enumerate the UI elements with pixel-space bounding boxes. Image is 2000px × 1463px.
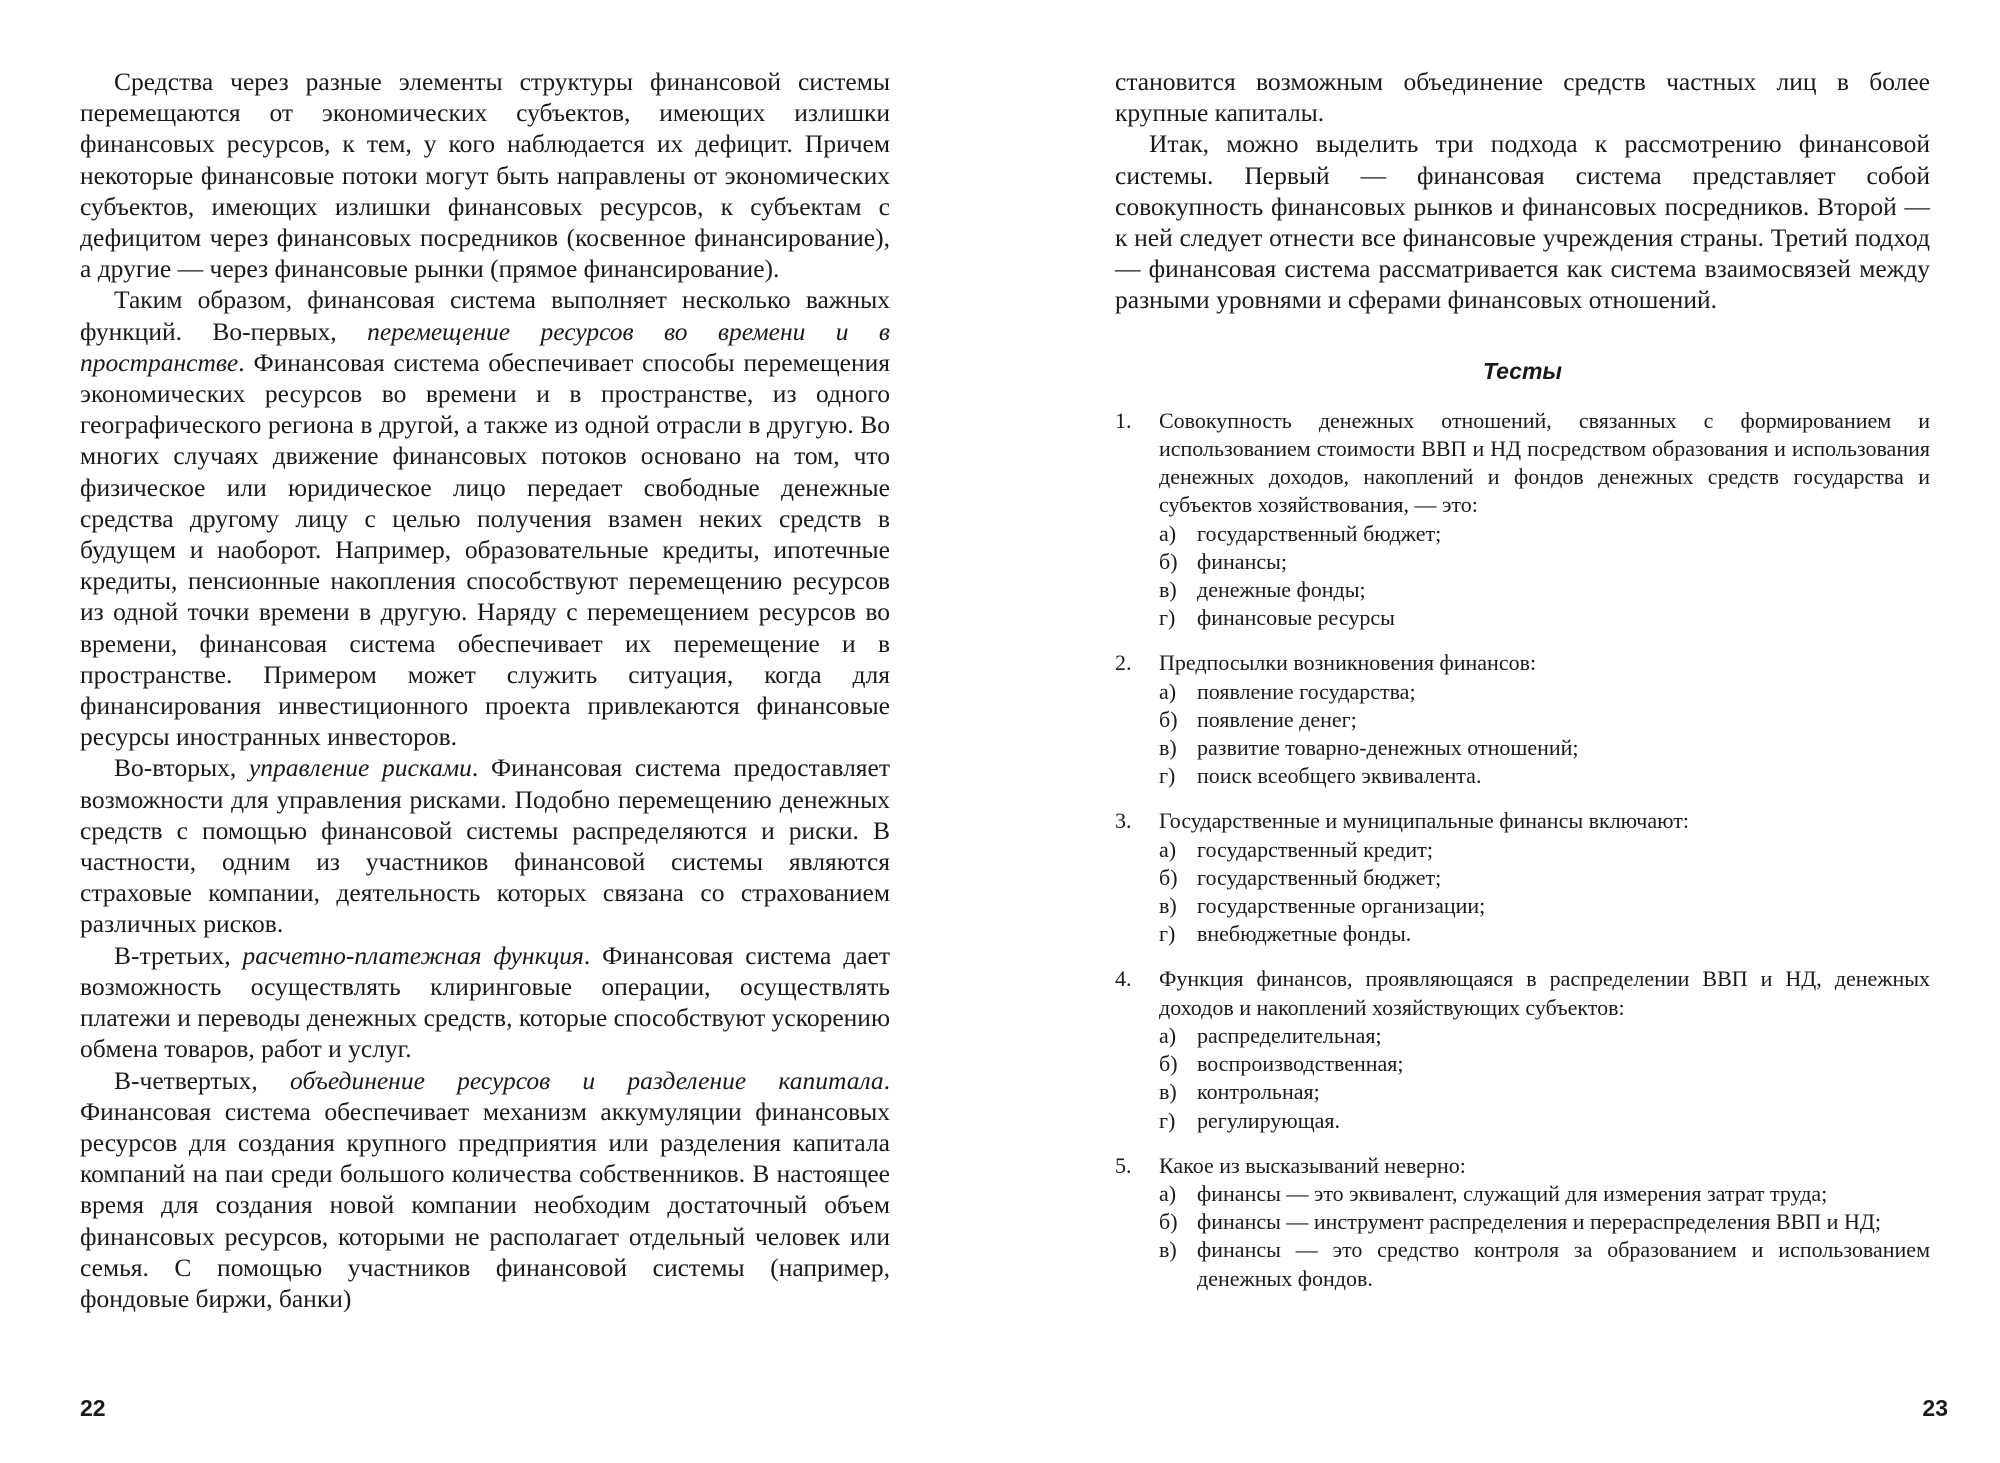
option-text: поиск всеобщего эквивалента. [1197, 763, 1482, 789]
answer-option [1159, 836, 1930, 864]
page-number-left: 22 [80, 1395, 106, 1421]
answer-option [1159, 604, 1930, 632]
question-number: 4. [1115, 966, 1132, 992]
option-text: денежные фонды; [1197, 577, 1366, 603]
text-run: Таким образом, финансовая система выполняет несколько важных функций. Во-первых, [80, 285, 890, 346]
option-letter: а) [1159, 1022, 1177, 1048]
paragraph [80, 284, 890, 752]
right-page [1000, 0, 2000, 1463]
option-text: регулирующая. [1197, 1107, 1341, 1133]
italic-term: управление рисками [248, 753, 472, 783]
italic-term: перемещение ресурсов во времени и в пространстве [80, 316, 890, 377]
option-letter: а) [1159, 836, 1177, 862]
continued-paragraph: становится возможным объединение средств частных лиц в более крупные капиталы. [1115, 67, 1930, 128]
option-letter: г) [1159, 921, 1176, 947]
option-letter: б) [1159, 1209, 1178, 1235]
question-body [1159, 649, 1930, 790]
answer-option [1159, 920, 1930, 948]
option-letter: б) [1159, 706, 1178, 732]
answer-option [1159, 520, 1930, 548]
test-question [1115, 965, 1930, 1134]
question-body [1159, 407, 1930, 633]
paragraph [80, 66, 890, 284]
text-run: . Финансовая система обеспечивает способы перемещения экономических ресурсов во времени и в пространстве, из одного географического региона в другой, а также из одной отрасли в другую. Во многих случаях движение финансовых потоков основано на том, что физическое или юридическое лицо передает свободные денежные средства другому лицу с целью получения взамен неких средств в будущем и наоборот. Например, образовательные кредиты, ипотечные кредиты, пенсионные накопления способствуют перемещению ресурсов из одной точки времени в другую. Наряду с перемещением ресурсов во времени, финансовая система обеспечивает их перемещение и в пространстве. Примером может служить ситуация, когда для финансирования инвестиционного проекта привлекаются финансовые ресурсы иностранных инвесторов. [80, 347, 890, 752]
option-letter: б) [1159, 864, 1178, 890]
option-text: государственные организации; [1197, 893, 1486, 919]
text-run: . Финансовая система обеспечивает механизм аккумуляции финансовых ресурсов для создания крупного предприятия или разделения капитала компаний на паи среди большого количества собственников. В настоящее время для создания новой компании необходим достаточный объем финансовых ресурсов, которыми не располагает отдельный человек или семья. С помощью участников финансовой системы (например, фондовые биржи, банки) [80, 1065, 890, 1313]
text-run: В-третьих, [114, 940, 243, 970]
tests-list [1115, 407, 1930, 1293]
answer-option [1159, 706, 1930, 734]
option-text: воспроизводственная; [1197, 1051, 1404, 1077]
option-letter: в) [1159, 577, 1177, 603]
text-run: В-четвертых, [114, 1065, 291, 1095]
text-run: . Финансовая система предоставляет возможности для управления рисками. Подобно перемещению денежных средств с помощью финансовой системы распределяются и риски. В частности, одним из участников финансовой системы являются страховые компании, деятельность которых связана со страхованием различных рисков. [80, 753, 890, 939]
option-text: финансы — инструмент распределения и перераспределения ВВП и НД; [1197, 1209, 1881, 1235]
paragraph-approaches: Итак, можно выделить три подхода к рассмотрению финансовой системы. Первый — финансовая система представляет собой совокупность финансовых рынков и финансовых посредников. Второй — к ней следует отнести все финансовые учреждения страны. Третий подход — финансовая система рассматривается как система взаимосвязей между разными уровнями и сферами финансовых отношений. [1115, 129, 1930, 315]
italic-term: расчетно-платежная функция [242, 940, 584, 970]
test-question [1115, 407, 1930, 633]
paragraph [80, 752, 890, 939]
section-title-tests: Тесты [1482, 357, 1563, 384]
answer-option [1159, 1107, 1930, 1135]
question-text: Государственные и муниципальные финансы включают: [1159, 808, 1689, 834]
option-text: финансы — это средство контроля за образованием и использованием денежных фондов. [1197, 1237, 1930, 1291]
answer-option [1159, 762, 1930, 790]
option-letter: в) [1159, 1237, 1177, 1263]
question-text: Предпосылки возникновения финансов: [1159, 650, 1537, 676]
option-letter: в) [1159, 735, 1177, 761]
text-run: Средства через разные элементы структуры финансовой системы перемещаются от экономических субъектов, имеющих излишки финансовых ресурсов, к тем, у кого наблюдается их дефицит. Причем некоторые финансовые потоки могут быть направлены от экономических субъектов, имеющих излишки финансовых ресурсов, к субъектам с дефицитом через финансовых посредников (косвенное финансирование), а другие — через финансовые рынки (прямое финансирование). [80, 67, 890, 284]
option-text: финансы — это эквивалент, служащий для измерения затрат труда; [1197, 1180, 1828, 1206]
question-number: 1. [1115, 407, 1132, 433]
answer-option [1159, 734, 1930, 762]
option-letter: б) [1159, 548, 1178, 574]
test-question [1115, 1152, 1930, 1293]
option-text: развитие товарно-денежных отношений; [1197, 735, 1579, 761]
question-number: 2. [1115, 650, 1132, 676]
option-letter: а) [1159, 678, 1177, 704]
option-text: внебюджетные фонды. [1197, 921, 1412, 947]
option-text: появление денег; [1197, 706, 1357, 732]
option-letter: г) [1159, 605, 1176, 631]
italic-term: объединение ресурсов и разделение капитала [290, 1065, 884, 1095]
answer-option [1159, 1208, 1930, 1236]
question-text: Функция финансов, проявляющаяся в распределении ВВП и НД, денежных доходов и накоплений хозяйствующих субъектов: [1159, 966, 1930, 1020]
option-text: финансовые ресурсы [1197, 605, 1395, 631]
question-text: Совокупность денежных отношений, связанных с формированием и использованием стоимости ВВП и НД посредством образования и использования денежных доходов, накоплений и фондов денежных средств государства и субъектов хозяйствования, — это: [1159, 407, 1930, 518]
option-letter: а) [1159, 520, 1177, 546]
page-number-right: 23 [1922, 1395, 1948, 1421]
question-body [1159, 965, 1930, 1134]
answer-option [1159, 678, 1930, 706]
text-run: Во-вторых, [114, 753, 249, 783]
answer-option [1159, 548, 1930, 576]
option-letter: в) [1159, 1079, 1177, 1105]
answer-option [1159, 1078, 1930, 1106]
option-text: государственный кредит; [1197, 836, 1433, 862]
left-page-body [80, 66, 890, 1314]
paragraph [80, 1065, 890, 1315]
option-text: появление государства; [1197, 678, 1416, 704]
option-letter: г) [1159, 1107, 1176, 1133]
answer-option [1159, 1180, 1930, 1208]
question-body [1159, 1152, 1930, 1293]
question-text: Какое из высказываний неверно: [1159, 1152, 1466, 1178]
answer-option [1159, 864, 1930, 892]
answer-option [1159, 1236, 1930, 1292]
option-text: государственный бюджет; [1197, 864, 1442, 890]
option-text: распределительная; [1197, 1022, 1382, 1048]
test-question [1115, 807, 1930, 948]
question-number: 5. [1115, 1152, 1132, 1178]
answer-option [1159, 576, 1930, 604]
option-letter: в) [1159, 893, 1177, 919]
option-letter: а) [1159, 1180, 1177, 1206]
option-text: государственный бюджет; [1197, 520, 1442, 546]
option-text: финансы; [1197, 548, 1287, 574]
question-body [1159, 807, 1930, 948]
answer-option [1159, 1050, 1930, 1078]
answer-option [1159, 892, 1930, 920]
test-question [1115, 649, 1930, 790]
paragraph [80, 940, 890, 1065]
text-run: . Финансовая система дает возможность осуществлять клиринговые операции, осуществлять платежи и переводы денежных средств, которые способствуют ускорению обмена товаров, работ и услуг. [80, 940, 890, 1064]
option-text: контрольная; [1197, 1079, 1320, 1105]
option-letter: г) [1159, 763, 1176, 789]
question-number: 3. [1115, 808, 1132, 834]
right-page-body [1115, 66, 1930, 1310]
answer-option [1159, 1022, 1930, 1050]
option-letter: б) [1159, 1051, 1178, 1077]
